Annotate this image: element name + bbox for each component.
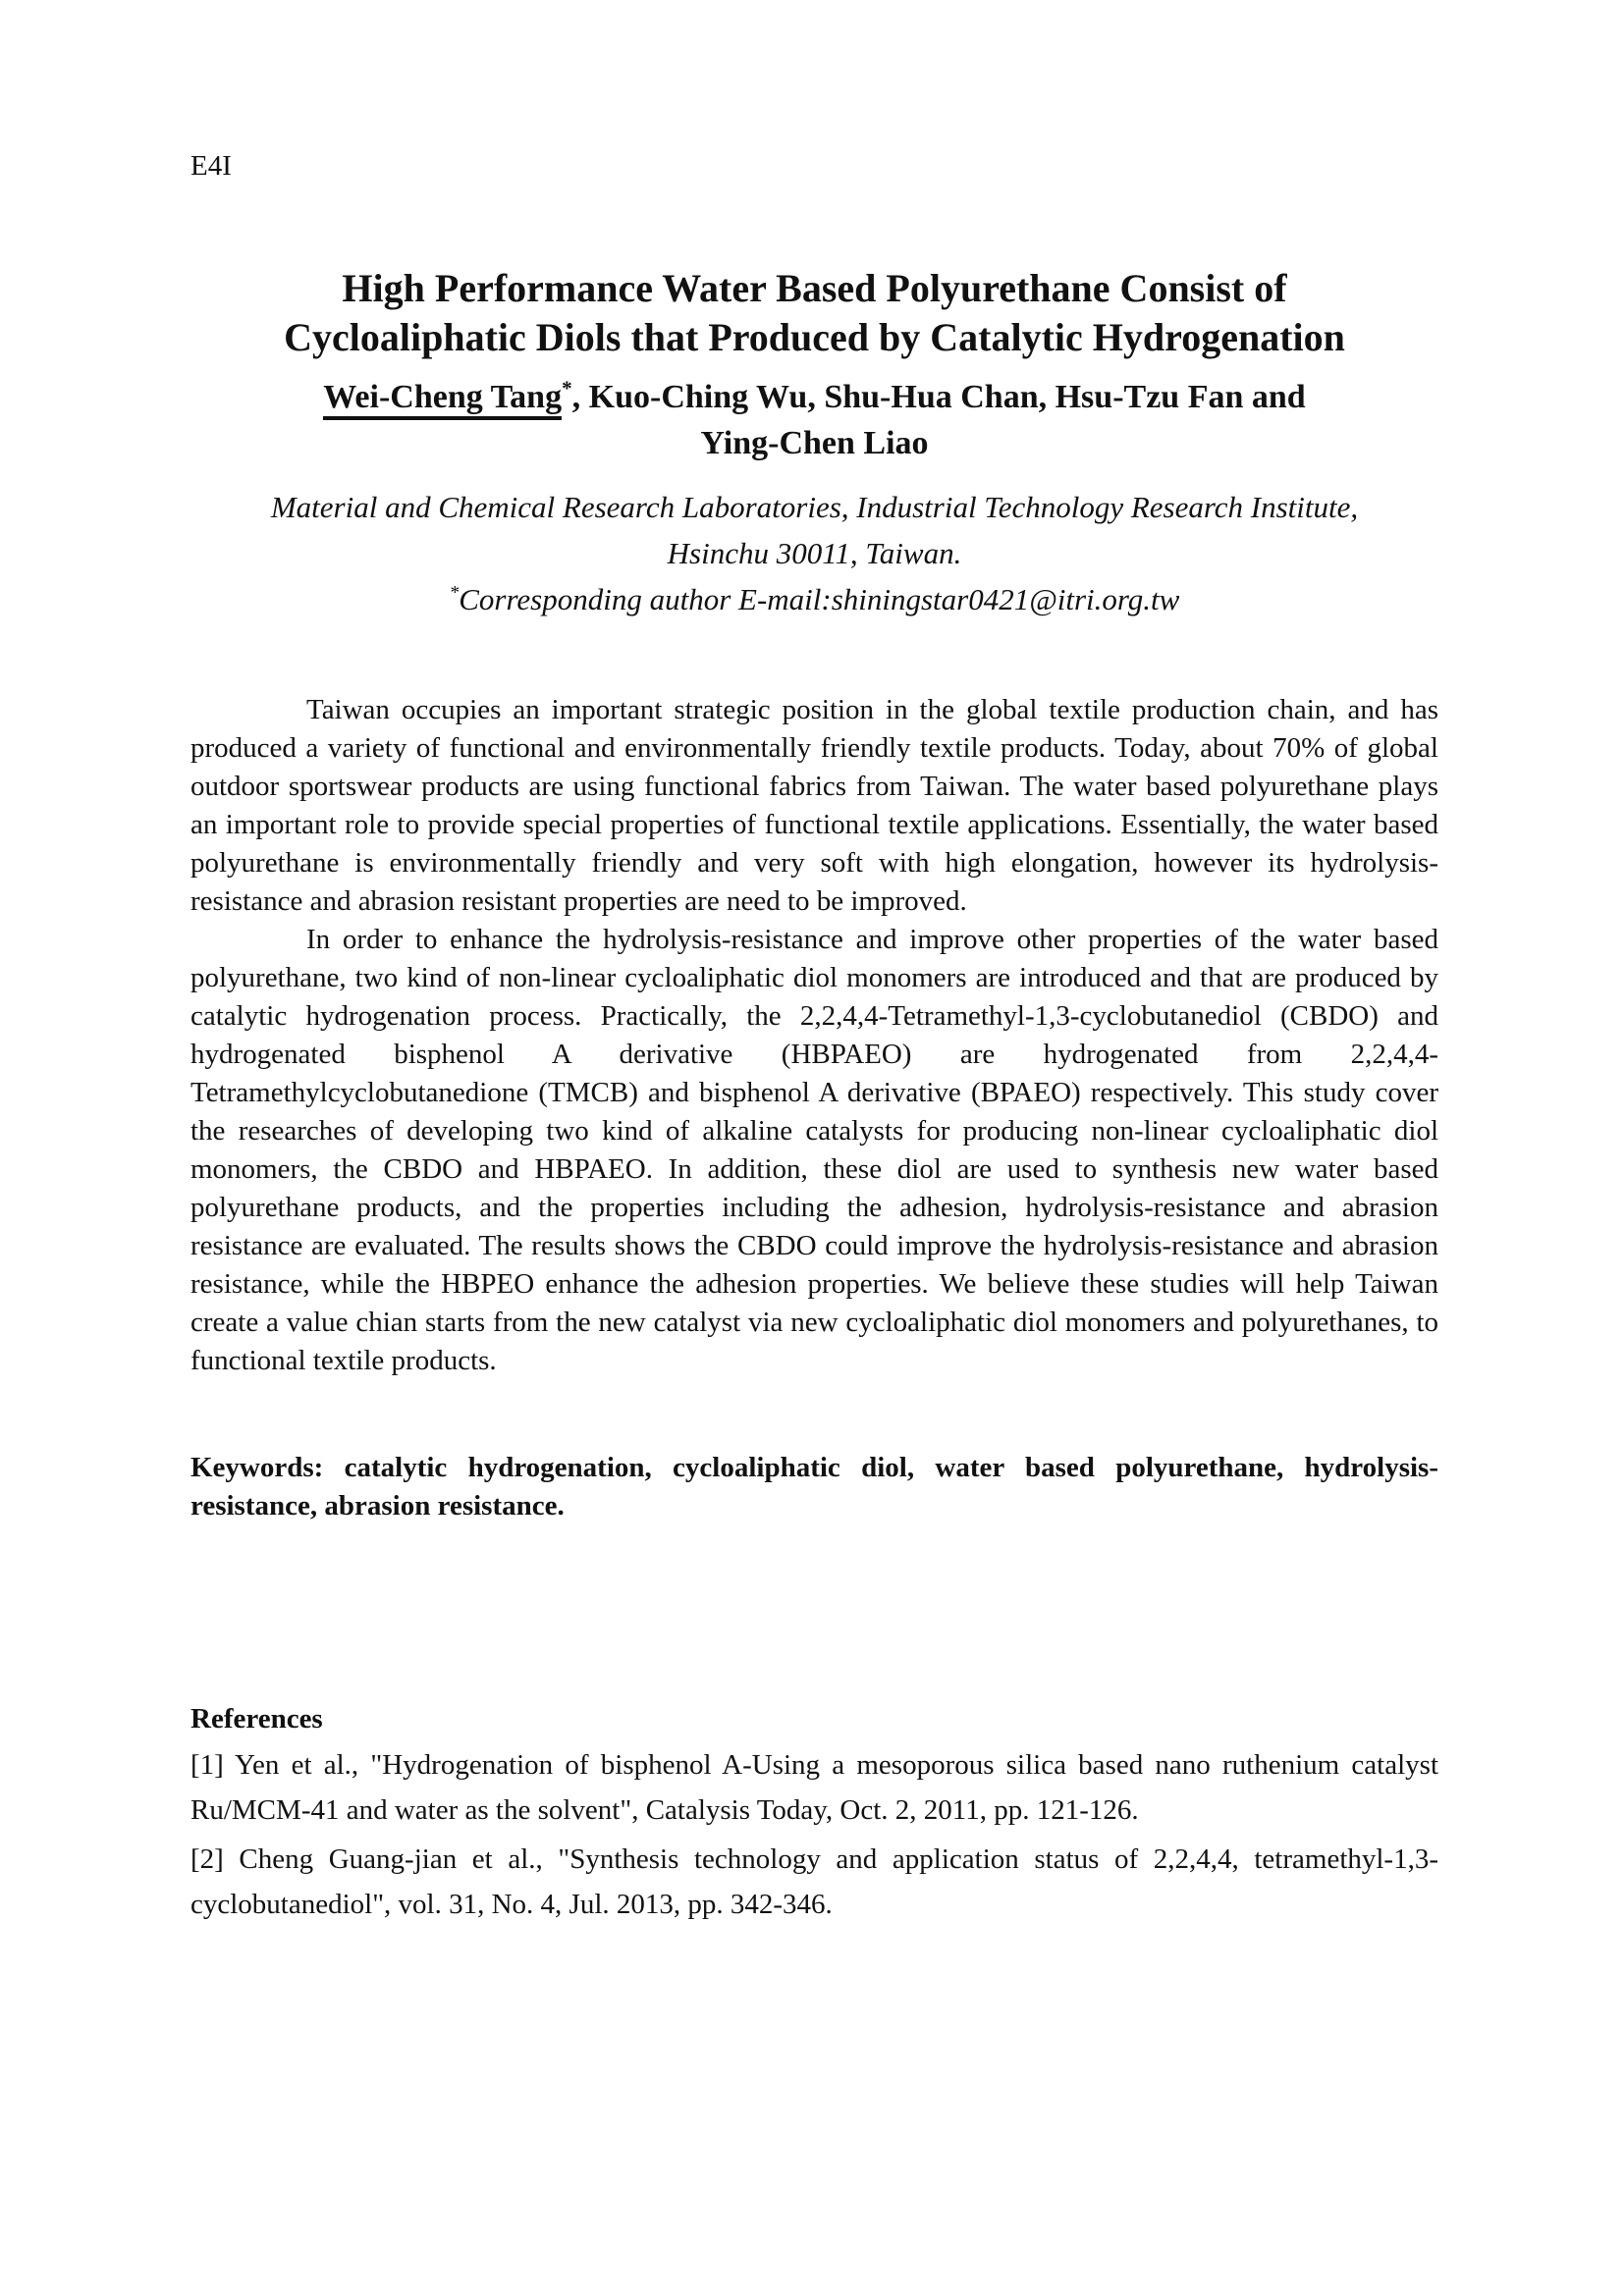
coauthors-line-2: Ying-Chen Liao: [700, 425, 929, 461]
coauthors-line-1: , Kuo-Ching Wu, Shu-Hua Chan, Hsu-Tzu Fan and: [571, 379, 1306, 415]
corresponding-author-name: Wei-Cheng Tang: [323, 379, 562, 420]
abstract-body: [190, 691, 1438, 1380]
paper-title-line-2: Cycloaliphatic Diols that Produced by Catalytic Hydrogenation: [284, 315, 1345, 359]
abstract-paragraph-1: Taiwan occupies an important strategic position in the global textile production chain, and has produced a variety of functional and environmentally friendly textile products. Today, about 70% of global outdoor sportswear products are using functional fabrics from Taiwan. The water based polyurethane plays an important role to provide special properties of functional textile applications. Essentially, the water based polyurethane is environmentally friendly and very soft with high elongation, however its hydrolysis-resistance and abrasion resistant properties are need to be improved.: [190, 694, 1438, 917]
references-section: [190, 1700, 1438, 1927]
abstract-paragraph-2: In order to enhance the hydrolysis-resistance and improve other properties of the water based polyurethane, two kind of non-linear cycloaliphatic diol monomers are introduced and that are produced by catalytic hydrogenation process. Practically, the 2,2,4,4-Tetramethyl-1,3-cyclobutanediol (CBDO) and hydrogenated bisphenol A derivative (HBPAEO) are hydrogenated from 2,2,4,4-Tetramethylcyclobutanedione (TMCB) and bisphenol A derivative (BPAEO) respectively. This study cover the researches of developing two kind of alkaline catalysts for producing non-linear cycloaliphatic diol monomers, the CBDO and HBPAEO. In addition, these diol are used to synthesis new water based polyurethane products, and the properties including the adhesion, hydrolysis-resistance and abrasion resistance are evaluated. The results shows the CBDO could improve the hydrolysis-resistance and abrasion resistance, while the HBPEO enhance the adhesion properties. We believe these studies will help Taiwan create a value chian starts from the new catalyst via new cycloaliphatic diol monomers and polyurethanes, to functional textile products.: [190, 924, 1438, 1376]
correspondence-asterisk: *: [449, 582, 460, 604]
correspondence-line: [450, 582, 1180, 616]
paper-title-line-1: High Performance Water Based Polyurethane Consist of: [342, 266, 1287, 310]
reference-item-1: [1] Yen et al., "Hydrogenation of bisphenol A-Using a mesoporous silica based nano ruthenium catalyst Ru/MCM-41 and water as the solvent", Catalysis Today, Oct. 2, 2011, pp. 121-126.: [190, 1749, 1438, 1826]
references-heading: References: [190, 1703, 323, 1735]
reference-item-2: [2] Cheng Guang-jian et al., "Synthesis technology and application status of 2,2,4,4, tetramethyl-1,3-cyclobutanediol", vol. 31, No. 4, Jul. 2013, pp. 342-346.: [190, 1843, 1438, 1920]
keywords-line: Keywords: catalytic hydrogenation, cycloaliphatic diol, water based polyurethane, hydrolysis-resistance, abrasion resistance.: [190, 1452, 1438, 1522]
corresponding-author-asterisk: *: [562, 376, 572, 400]
affiliation-line-1: Material and Chemical Research Laboratories, Industrial Technology Research Institute,: [270, 490, 1359, 524]
correspondence-email-text: Corresponding author E-mail:shiningstar0421@itri.org.tw: [459, 582, 1180, 616]
paper-title: [190, 264, 1438, 362]
affiliation-block: [190, 484, 1438, 622]
session-code: E4I: [190, 150, 232, 182]
author-list: [190, 374, 1438, 466]
affiliation-line-2: Hsinchu 30011, Taiwan.: [667, 536, 962, 570]
